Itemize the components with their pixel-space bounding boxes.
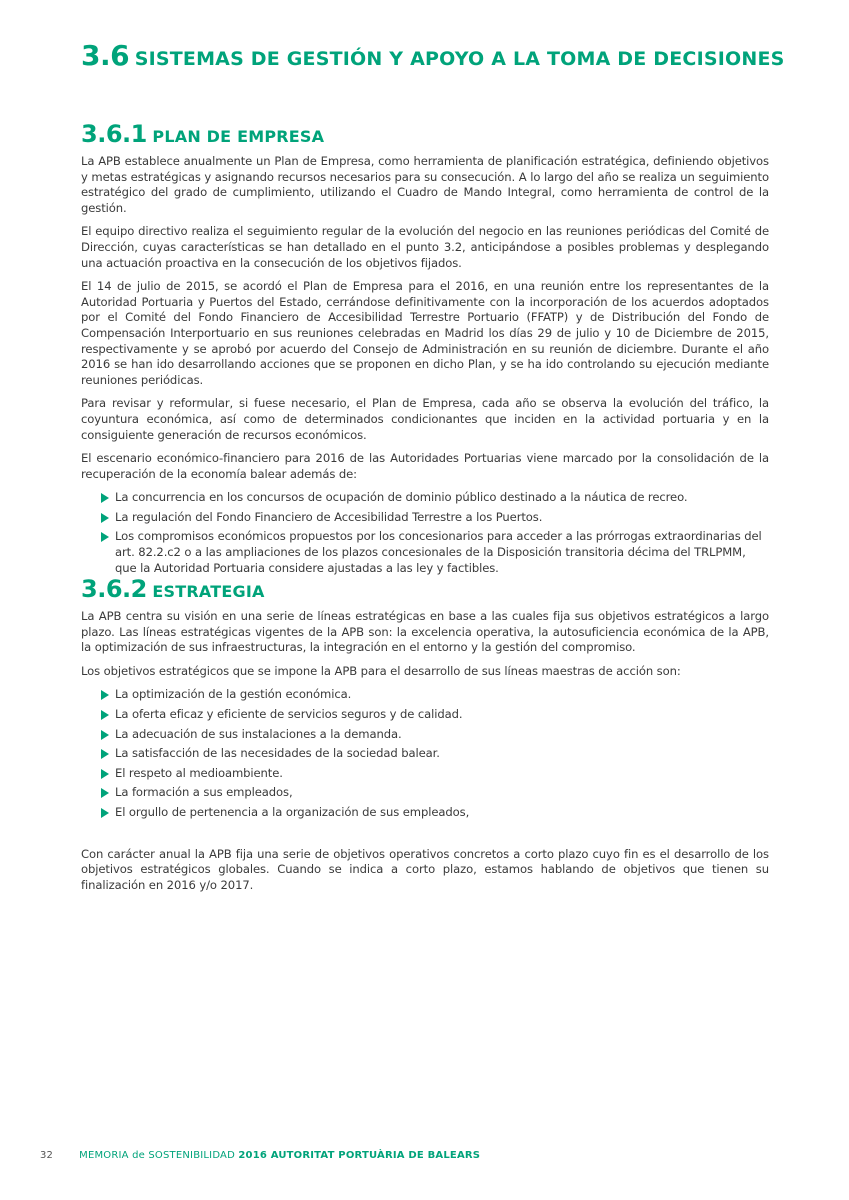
list-item-text: El orgullo de pertenencia a la organización de sus empleados,	[115, 804, 470, 819]
subsection-number: 3.6.1	[81, 120, 147, 148]
closing-paragraph: Con carácter anual la APB fija una serie de objetivos operativos concretos a corto plazo cuyo fin es el desarrollo de los objetivos estratégicos globales. Cuando se indica a corto plazo, estamos hablando de objetivos que tienen su finalización en 2016 y/o 2017.	[81, 846, 769, 892]
triangle-bullet-icon	[101, 710, 109, 720]
list-item	[81, 727, 769, 743]
list-item	[81, 805, 769, 821]
paragraph: La APB establece anualmente un Plan de Empresa, como herramienta de planificación estratégica, definiendo objetivos y metas estratégicas y asignando recursos necesarios para su consecución. A lo largo del año se realiza un seguimiento estratégico del grado de cumplimiento, utilizando el Cuadro de Mando Integral, como herramienta de control de la gestión.	[81, 154, 769, 215]
triangle-bullet-icon	[101, 493, 109, 503]
page-number: 32	[40, 1150, 54, 1161]
paragraph: El equipo directivo realiza el seguimiento regular de la evolución del negocio en las reuniones periódicas del Comité de Dirección, cuyas características se han detallado en el punto 3.2, anticipándose a posibles problemas y desplegando una actuación proactiva en la consecución de los objetivos fijados.	[81, 224, 769, 270]
paragraph: El 14 de julio de 2015, se acordó el Plan de Empresa para el 2016, en una reunión entre los representantes de la Autoridad Portuaria y Puertos del Estado, cerrándose definitivamente con la incorporación de los acuerdos adoptados por el Comité del Fondo Financiero de Accesibilidad Terrestre Portuario (FFATP) y de Distribución del Fondo de Compensación Interportuario en sus reuniones celebradas en Madrid los días 29 de julio y 10 de Diciembre de 2015, respectivamente y se aprobó por acuerdo del Consejo de Administración en su reunión de diciembre. Durante el año 2016 se han ido desarrollando acciones que se proponen en dicho Plan, y se ha ido controlando su ejecución mediante reuniones periódicas.	[81, 279, 769, 387]
triangle-bullet-icon	[101, 769, 109, 779]
list-item-text: La optimización de la gestión económica.	[115, 687, 352, 702]
list-item	[81, 707, 769, 723]
list-item-text: La regulación del Fondo Financiero de Accesibilidad Terrestre a los Puertos.	[115, 509, 543, 524]
list-item	[81, 766, 769, 782]
list-item-text: La adecuación de sus instalaciones a la demanda.	[115, 726, 402, 741]
list-item	[81, 529, 769, 576]
triangle-bullet-icon	[101, 808, 109, 818]
page-footer	[40, 1150, 480, 1161]
list-item-text: La satisfacción de las necesidades de la sociedad balear.	[115, 746, 440, 761]
footer-prefix: MEMORIA de SOSTENIBILIDAD	[79, 1150, 239, 1161]
triangle-bullet-icon	[101, 788, 109, 798]
list-item-text: La oferta eficaz y eficiente de servicios seguros y de calidad.	[115, 706, 463, 721]
section-heading	[81, 39, 785, 72]
bullet-list	[81, 687, 769, 820]
subsection-strategy	[81, 575, 769, 901]
subsection-number: 3.6.2	[81, 575, 147, 603]
footer-title: 2016 AUTORITAT PORTUÀRIA DE BALEARS	[238, 1150, 481, 1161]
paragraph: Los objetivos estratégicos que se impone la APB para el desarrollo de sus líneas maestras de acción son:	[81, 663, 681, 678]
triangle-bullet-icon	[101, 690, 109, 700]
subsection-title: PLAN DE EMPRESA	[152, 127, 325, 146]
subsection-heading-plan	[81, 120, 769, 148]
subsection-heading-strategy	[81, 575, 769, 603]
list-item	[81, 746, 769, 762]
paragraph: El escenario económico-financiero para 2016 de las Autoridades Portuarias viene marcado por la consolidación de la recuperación de la economía balear además de:	[81, 451, 769, 481]
bullet-list	[81, 490, 769, 576]
section-title: SISTEMAS DE GESTIÓN Y APOYO A LA TOMA DE DECISIONES	[134, 48, 785, 70]
list-item-text: La concurrencia en los concursos de ocupación de dominio público destinado a la náutica de recreo.	[115, 490, 688, 505]
triangle-bullet-icon	[101, 532, 109, 542]
triangle-bullet-icon	[101, 749, 109, 759]
paragraph: La APB centra su visión en una serie de líneas estratégicas en base a las cuales fija sus objetivos estratégicos a largo plazo. Las líneas estratégicas vigentes de la APB son: la excelencia operativa, la autosuficiencia económica de la APB, la optimización de sus infraestructuras, la integración en el entorno y la gestión del compromiso.	[81, 609, 769, 655]
subsection-title: ESTRATEGIA	[152, 582, 265, 601]
list-item-text: El respeto al medioambiente.	[115, 765, 283, 780]
paragraph: Para revisar y reformular, si fuese necesario, el Plan de Empresa, cada año se observa la evolución del tráfico, la coyuntura económica, así como de determinados condicionantes que inciden en la actividad portuaria y en la consiguiente generación de recursos económicos.	[81, 396, 769, 442]
list-item-text: Los compromisos económicos propuestos por los concesionarios para acceder a las prórrogas extraordinarias del art. 82.2.c2 o a las ampliaciones de los plazos concesionales de la Disposición transitoria décima del TRLPMM, que la Autoridad Portuaria considere ajustadas a las ley y factibles.	[115, 529, 762, 575]
list-item-text: La formación a sus empleados,	[115, 785, 293, 800]
triangle-bullet-icon	[101, 730, 109, 740]
list-item	[81, 490, 769, 506]
list-item	[81, 687, 769, 703]
subsection-plan	[81, 120, 769, 584]
list-item	[81, 510, 769, 526]
list-item	[81, 785, 769, 801]
section-number: 3.6	[81, 39, 130, 72]
triangle-bullet-icon	[101, 513, 109, 523]
